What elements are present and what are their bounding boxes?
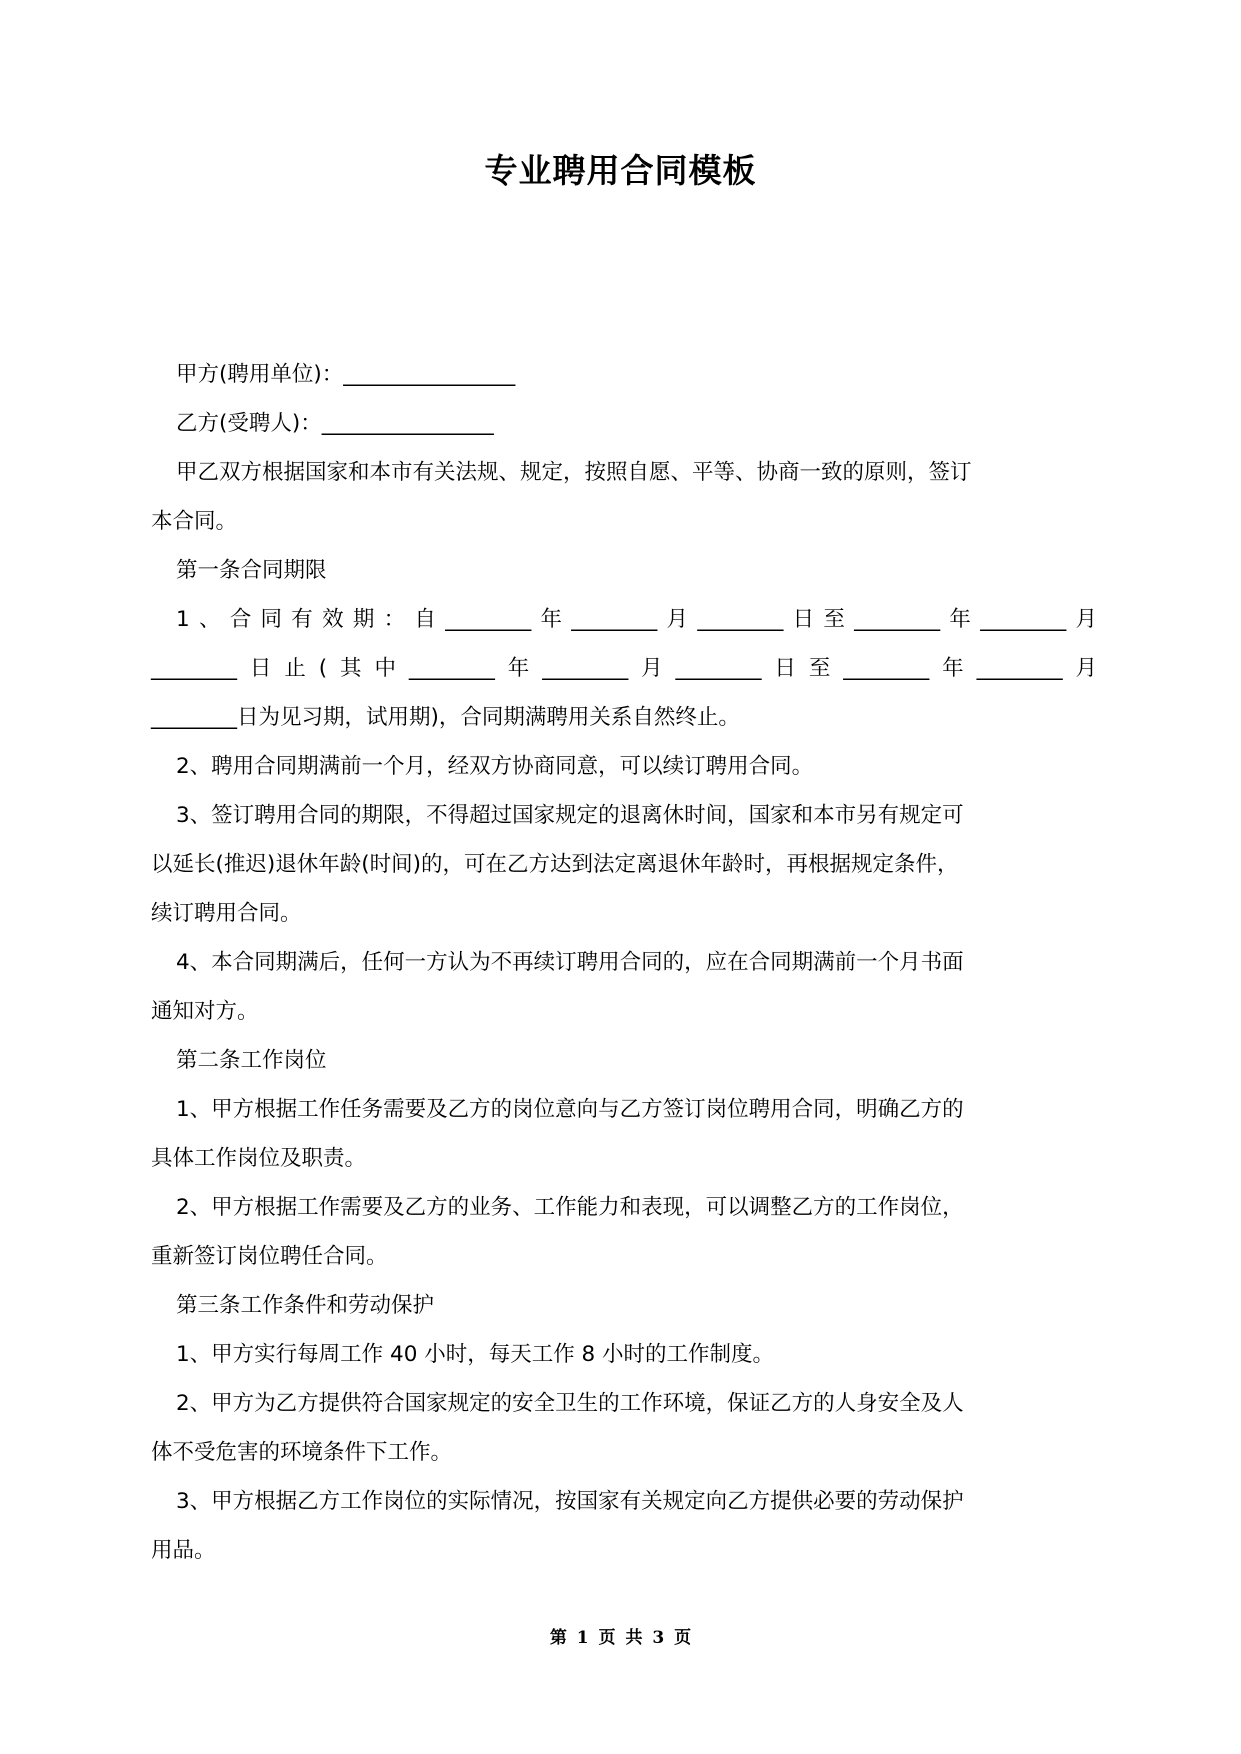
paragraph-line: 具体工作岗位及职责。	[151, 1146, 367, 1171]
page-footer: 第 1 页 共 3 页	[549, 1628, 692, 1648]
paragraph-line: ________日止(其中________年________月________日至________年________月	[151, 656, 1097, 681]
paragraph-line: 甲乙双方根据国家和本市有关法规、规定，按照自愿、平等、协商一致的原则，签订	[176, 460, 972, 485]
document-title: 专业聘用合同模板	[484, 151, 757, 190]
article-heading: 第二条工作岗位	[176, 1048, 327, 1073]
paragraph-line: 通知对方。	[151, 999, 259, 1024]
paragraph-line: 3、甲方根据乙方工作岗位的实际情况，按国家有关规定向乙方提供必要的劳动保护	[176, 1489, 964, 1514]
paragraph-line: 续订聘用合同。	[151, 901, 302, 926]
document-body	[151, 350, 1097, 1575]
paragraph-line: 本合同。	[151, 509, 238, 534]
paragraph-line: ________日为见习期，试用期)，合同期满聘用关系自然终止。	[151, 705, 740, 730]
article-heading: 第一条合同期限	[176, 558, 327, 583]
party-a-line: 甲方(聘用单位)：________________	[176, 362, 516, 387]
paragraph-line: 2、聘用合同期满前一个月，经双方协商同意，可以续订聘用合同。	[176, 754, 814, 779]
paragraph-line: 以延长(推迟)退休年龄(时间)的，可在乙方达到法定离退休年龄时，再根据规定条件，	[151, 852, 959, 877]
paragraph-line: 重新签订岗位聘任合同。	[151, 1244, 388, 1269]
paragraph-line: 1、合同有效期：自________年________月________日至________年________月	[176, 607, 1097, 632]
article-heading: 第三条工作条件和劳动保护	[176, 1293, 435, 1318]
paragraph-line: 2、甲方为乙方提供符合国家规定的安全卫生的工作环境，保证乙方的人身安全及人	[176, 1391, 964, 1416]
paragraph-line: 1、甲方实行每周工作 40 小时，每天工作 8 小时的工作制度。	[176, 1342, 775, 1367]
party-b-line: 乙方(受聘人)：________________	[176, 411, 494, 436]
paragraph-line: 4、本合同期满后，任何一方认为不再续订聘用合同的，应在合同期满前一个月书面	[176, 950, 964, 975]
paragraph-line: 3、签订聘用合同的期限，不得超过国家规定的退离休时间，国家和本市另有规定可	[176, 803, 964, 828]
paragraph-line: 2、甲方根据工作需要及乙方的业务、工作能力和表现，可以调整乙方的工作岗位，	[176, 1195, 964, 1220]
paragraph-line: 体不受危害的环境条件下工作。	[151, 1440, 453, 1465]
paragraph-line: 用品。	[151, 1538, 216, 1563]
paragraph-line: 1、甲方根据工作任务需要及乙方的岗位意向与乙方签订岗位聘用合同，明确乙方的	[176, 1097, 964, 1122]
